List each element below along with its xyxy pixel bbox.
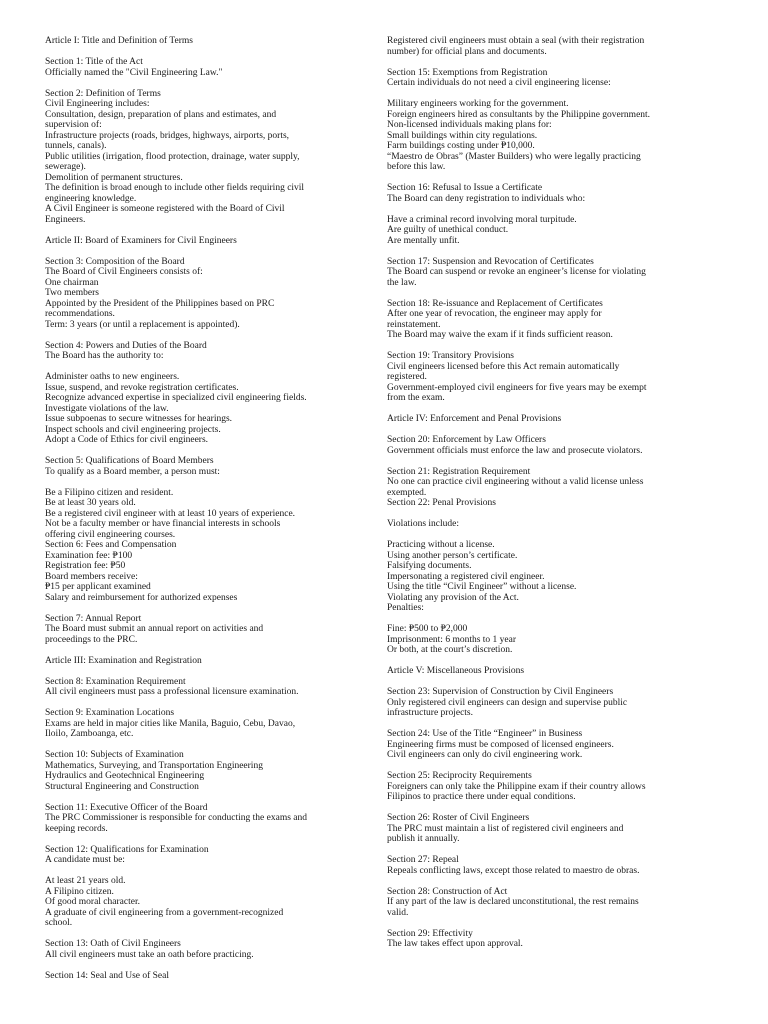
text-line: Officially named the "Civil Engineering Law." xyxy=(45,67,223,78)
text-line: To qualify as a Board member, a person must: xyxy=(45,466,220,477)
text-line: Filipinos to practice there under equal conditions. xyxy=(387,792,576,802)
text-line: number) for official plans and documents. xyxy=(387,46,547,57)
blank-line xyxy=(387,530,717,541)
blank-line xyxy=(387,719,717,730)
section-heading: Section 25: Reciprocity Requirements xyxy=(387,771,532,781)
blank-line xyxy=(45,866,375,877)
section-heading: Section 23: Supervision of Construction by Civil Engineers xyxy=(387,687,614,697)
text-line: Be a registered civil engineer with at least 10 years of experience. xyxy=(45,508,296,519)
section-heading: Section 10: Subjects of Examination xyxy=(45,750,184,760)
section-heading: Section 6: Fees and Compensation xyxy=(45,540,177,550)
blank-line xyxy=(387,509,717,520)
blank-line xyxy=(45,78,375,89)
article-heading: Article I: Title and Definition of Terms xyxy=(45,36,193,46)
blank-line xyxy=(45,603,375,614)
section-heading: Section 13: Oath of Civil Engineers xyxy=(45,939,181,949)
text-line: All civil engineers must take an oath before practicing. xyxy=(45,949,254,960)
text-line: Examination fee: ₱100 xyxy=(45,550,133,561)
text-line: Be at least 30 years old. xyxy=(45,498,136,508)
text-line: Are mentally unfit. xyxy=(387,235,460,246)
text-line: engineering knowledge. xyxy=(45,193,137,204)
text-line: Violations include: xyxy=(387,519,459,529)
blank-line xyxy=(45,929,375,940)
text-line: proceedings to the PRC. xyxy=(45,634,138,645)
text-line: Farm buildings costing under ₱10,000. xyxy=(387,141,535,151)
text-line: The Board must submit an annual report on activities and xyxy=(45,624,264,634)
text-line: Administer oaths to new engineers. xyxy=(45,372,180,382)
text-line: A Civil Engineer is someone registered with the Board of Civil xyxy=(45,204,285,214)
section-heading: Section 3: Composition of the Board xyxy=(45,256,185,267)
blank-line xyxy=(387,173,717,184)
section-heading: Section 14: Seal and Use of Seal xyxy=(45,970,170,981)
section-heading: Section 16: Refusal to Issue a Certificate xyxy=(387,183,543,193)
text-line: Investigate violations of the law. xyxy=(45,403,169,414)
text-line: ₱15 per applicant examined xyxy=(45,582,151,592)
text-line: Structural Engineering and Construction xyxy=(45,781,199,792)
blank-line xyxy=(45,246,375,257)
section-heading: Section 7: Annual Report xyxy=(45,613,142,624)
section-heading: Section 2: Definition of Terms xyxy=(45,88,161,99)
blank-line xyxy=(45,698,375,709)
text-line: The Board can suspend or revoke an engineer’s license for violating xyxy=(387,267,646,277)
section-heading: Section 28: Construction of Act xyxy=(387,886,508,897)
blank-line xyxy=(387,614,717,625)
section-heading: Section 17: Suspension and Revocation of Certificates xyxy=(387,256,594,267)
text-line: Mathematics, Surveying, and Transportation Engineering xyxy=(45,760,263,771)
text-line: No one can practice civil engineering without a valid license unless xyxy=(387,477,644,487)
text-line: school. xyxy=(45,918,73,928)
section-heading: Section 27: Repeal xyxy=(387,855,459,865)
text-line: All civil engineers must pass a professional licensure examination. xyxy=(45,687,299,697)
section-heading: Section 29: Effectivity xyxy=(387,928,473,939)
blank-line xyxy=(45,792,375,803)
text-line: Board members receive: xyxy=(45,571,138,582)
blank-line xyxy=(387,845,717,856)
text-line: Civil Engineering includes: xyxy=(45,99,150,109)
blank-line xyxy=(387,341,717,352)
text-line: reinstatement. xyxy=(387,319,441,330)
text-line: Fine: ₱500 to ₱2,000 xyxy=(387,624,468,634)
text-line: Civil engineers can only do civil engineering work. xyxy=(387,750,583,760)
text-line: tunnels, canals). xyxy=(45,141,107,151)
section-heading: Section 8: Examination Requirement xyxy=(45,676,186,687)
text-line: Be a Filipino citizen and resident. xyxy=(45,487,174,498)
text-line: Violating any provision of the Act. xyxy=(387,592,519,603)
text-line: The PRC must maintain a list of registered civil engineers and xyxy=(387,823,624,834)
blank-line xyxy=(387,918,717,929)
text-line: supervision of: xyxy=(45,120,102,130)
text-line: Hydraulics and Geotechnical Engineering xyxy=(45,771,205,781)
text-line: Using the title “Civil Engineer” without a license. xyxy=(387,582,577,592)
blank-line xyxy=(45,47,375,58)
text-line: At least 21 years old. xyxy=(45,876,126,886)
text-line: sewerage). xyxy=(45,162,86,172)
text-line: the law. xyxy=(387,277,417,288)
blank-line xyxy=(45,666,375,677)
section-heading: Section 9: Examination Locations xyxy=(45,708,175,718)
text-line: Engineers. xyxy=(45,214,86,225)
blank-line xyxy=(387,89,717,100)
text-line: If any part of the law is declared unconstitutional, the rest remains xyxy=(387,897,639,907)
text-line: Two members xyxy=(45,288,99,298)
blank-line xyxy=(387,456,717,467)
text-line: Not be a faculty member or have financial interests in schools xyxy=(45,519,281,529)
section-heading: Section 4: Powers and Duties of the Board xyxy=(45,340,207,351)
article-heading: Article III: Examination and Registration xyxy=(45,655,202,666)
text-line: before this law. xyxy=(387,162,446,172)
text-line: offering civil engineering courses. xyxy=(45,529,176,540)
text-line: Only registered civil engineers can design and supervise public xyxy=(387,697,628,708)
blank-line xyxy=(387,677,717,688)
section-heading: Section 21: Registration Requirement xyxy=(387,466,531,477)
text-line: Appointed by the President of the Philippines based on PRC xyxy=(45,298,275,309)
text-line: Term: 3 years (or until a replacement is appointed). xyxy=(45,319,240,330)
section-heading: Section 11: Executive Officer of the Board xyxy=(45,802,208,813)
text-line: Infrastructure projects (roads, bridges, highways, airports, ports, xyxy=(45,130,290,141)
section-heading: Section 22: Penal Provisions xyxy=(387,498,496,508)
article-heading: Article IV: Enforcement and Penal Provisions xyxy=(387,414,562,424)
text-line: One chairman xyxy=(45,277,99,288)
blank-line xyxy=(45,740,375,751)
text-line: Practicing without a license. xyxy=(387,540,495,550)
article-heading: Article V: Miscellaneous Provisions xyxy=(387,666,525,676)
text-line: The Board can deny registration to individuals who: xyxy=(387,193,586,204)
text-line: Issue subpoenas to secure witnesses for hearings. xyxy=(45,414,233,424)
text-line: The definition is broad enough to include other fields requiring civil xyxy=(45,183,305,193)
text-line: Registered civil engineers must obtain a seal (with their registration xyxy=(387,36,645,46)
blank-line xyxy=(387,57,717,68)
section-heading: Section 19: Transitory Provisions xyxy=(387,351,514,361)
article-heading: Article II: Board of Examiners for Civil Engineers xyxy=(45,235,237,246)
text-line: Small buildings within city regulations. xyxy=(387,130,538,141)
text-line: registered. xyxy=(387,372,427,382)
section-heading: Section 26: Roster of Civil Engineers xyxy=(387,813,530,823)
text-line: The law takes effect upon approval. xyxy=(387,939,523,949)
text-line: Inspect schools and civil engineering projects. xyxy=(45,424,221,435)
text-line: Have a criminal record involving moral turpitude. xyxy=(387,214,577,225)
text-line: Foreigners can only take the Philippine exam if their country allows xyxy=(387,781,646,792)
text-line: Iloilo, Zamboanga, etc. xyxy=(45,729,134,739)
blank-line xyxy=(45,645,375,656)
text-line: A candidate must be: xyxy=(45,855,125,865)
text-line: Military engineers working for the government. xyxy=(387,99,569,109)
blank-line xyxy=(387,761,717,772)
section-heading: Section 5: Qualifications of Board Members xyxy=(45,456,214,466)
left-column xyxy=(45,36,375,981)
text-line: Penalties: xyxy=(387,603,424,613)
text-line: Civil engineers licensed before this Act remain automatically xyxy=(387,361,620,372)
text-line: Using another person’s certificate. xyxy=(387,550,518,561)
text-line: Government officials must enforce the law and prosecute violators. xyxy=(387,445,643,456)
text-line: Are guilty of unethical conduct. xyxy=(387,225,509,235)
text-line: Issue, suspend, and revoke registration certificates. xyxy=(45,382,239,393)
section-heading: Section 1: Title of the Act xyxy=(45,57,143,67)
text-line: Non-licensed individuals making plans for: xyxy=(387,120,552,130)
blank-line xyxy=(45,446,375,457)
text-line: exempted. xyxy=(387,487,427,498)
section-heading: Section 18: Re-issuance and Replacement of Certificates xyxy=(387,298,603,309)
text-line: Engineering firms must be composed of licensed engineers. xyxy=(387,739,614,750)
text-line: Repeals conflicting laws, except those related to maestro de obras. xyxy=(387,865,640,876)
blank-line xyxy=(387,803,717,814)
text-line: recommendations. xyxy=(45,309,115,319)
text-line: keeping records. xyxy=(45,823,108,834)
text-line: Demolition of permanent structures. xyxy=(45,172,183,183)
text-line: infrastructure projects. xyxy=(387,708,473,718)
text-line: Exams are held in major cities like Manila, Baguio, Cebu, Davao, xyxy=(45,718,296,729)
text-line: from the exam. xyxy=(387,393,445,403)
blank-line xyxy=(45,477,375,488)
text-line: publish it annually. xyxy=(387,834,460,844)
section-heading: Section 20: Enforcement by Law Officers xyxy=(387,435,546,445)
blank-line xyxy=(387,425,717,436)
blank-line xyxy=(387,288,717,299)
text-line: Adopt a Code of Ethics for civil engineers. xyxy=(45,435,209,445)
text-line: Imprisonment: 6 months to 1 year xyxy=(387,634,517,645)
blank-line xyxy=(45,362,375,373)
blank-line xyxy=(45,960,375,971)
blank-line xyxy=(387,656,717,667)
text-line: Salary and reimbursement for authorized expenses xyxy=(45,592,238,603)
section-heading: Section 12: Qualifications for Examination xyxy=(45,844,209,855)
text-line: Or both, at the court’s discretion. xyxy=(387,645,513,655)
blank-line xyxy=(387,404,717,415)
blank-line xyxy=(387,876,717,887)
blank-line xyxy=(387,246,717,257)
right-column xyxy=(387,36,717,950)
text-line: Of good moral character. xyxy=(45,897,140,907)
text-line: Recognize advanced expertise in specialized civil engineering fields. xyxy=(45,393,307,403)
text-line: The Board may waive the exam if it finds sufficient reason. xyxy=(387,330,613,340)
section-heading: Section 15: Exemptions from Registration xyxy=(387,67,548,78)
text-line: valid. xyxy=(387,907,409,918)
text-line: Impersonating a registered civil engineer. xyxy=(387,571,545,582)
text-line: Consultation, design, preparation of plans and estimates, and xyxy=(45,109,277,120)
text-line: The Board has the authority to: xyxy=(45,351,164,361)
text-line: Government-employed civil engineers for five years may be exempt xyxy=(387,382,647,393)
text-line: Certain individuals do not need a civil engineering license: xyxy=(387,78,611,88)
text-line: Foreign engineers hired as consultants by the Philippine government. xyxy=(387,109,651,120)
text-line: The PRC Commissioner is responsible for conducting the exams and xyxy=(45,813,308,823)
text-line: Falsifying documents. xyxy=(387,561,472,571)
text-line: A Filipino citizen. xyxy=(45,886,114,897)
blank-line xyxy=(45,834,375,845)
blank-line xyxy=(45,225,375,236)
section-heading: Section 24: Use of the Title “Engineer” in Business xyxy=(387,729,583,739)
blank-line xyxy=(45,330,375,341)
text-line: Public utilities (irrigation, flood protection, drainage, water supply, xyxy=(45,151,300,162)
text-line: “Maestro de Obras” (Master Builders) who were legally practicing xyxy=(387,151,641,162)
text-line: The Board of Civil Engineers consists of: xyxy=(45,267,203,277)
text-line: A graduate of civil engineering from a government-recognized xyxy=(45,907,284,918)
text-line: After one year of revocation, the engineer may apply for xyxy=(387,309,602,319)
blank-line xyxy=(387,204,717,215)
text-line: Registration fee: ₱50 xyxy=(45,561,126,571)
